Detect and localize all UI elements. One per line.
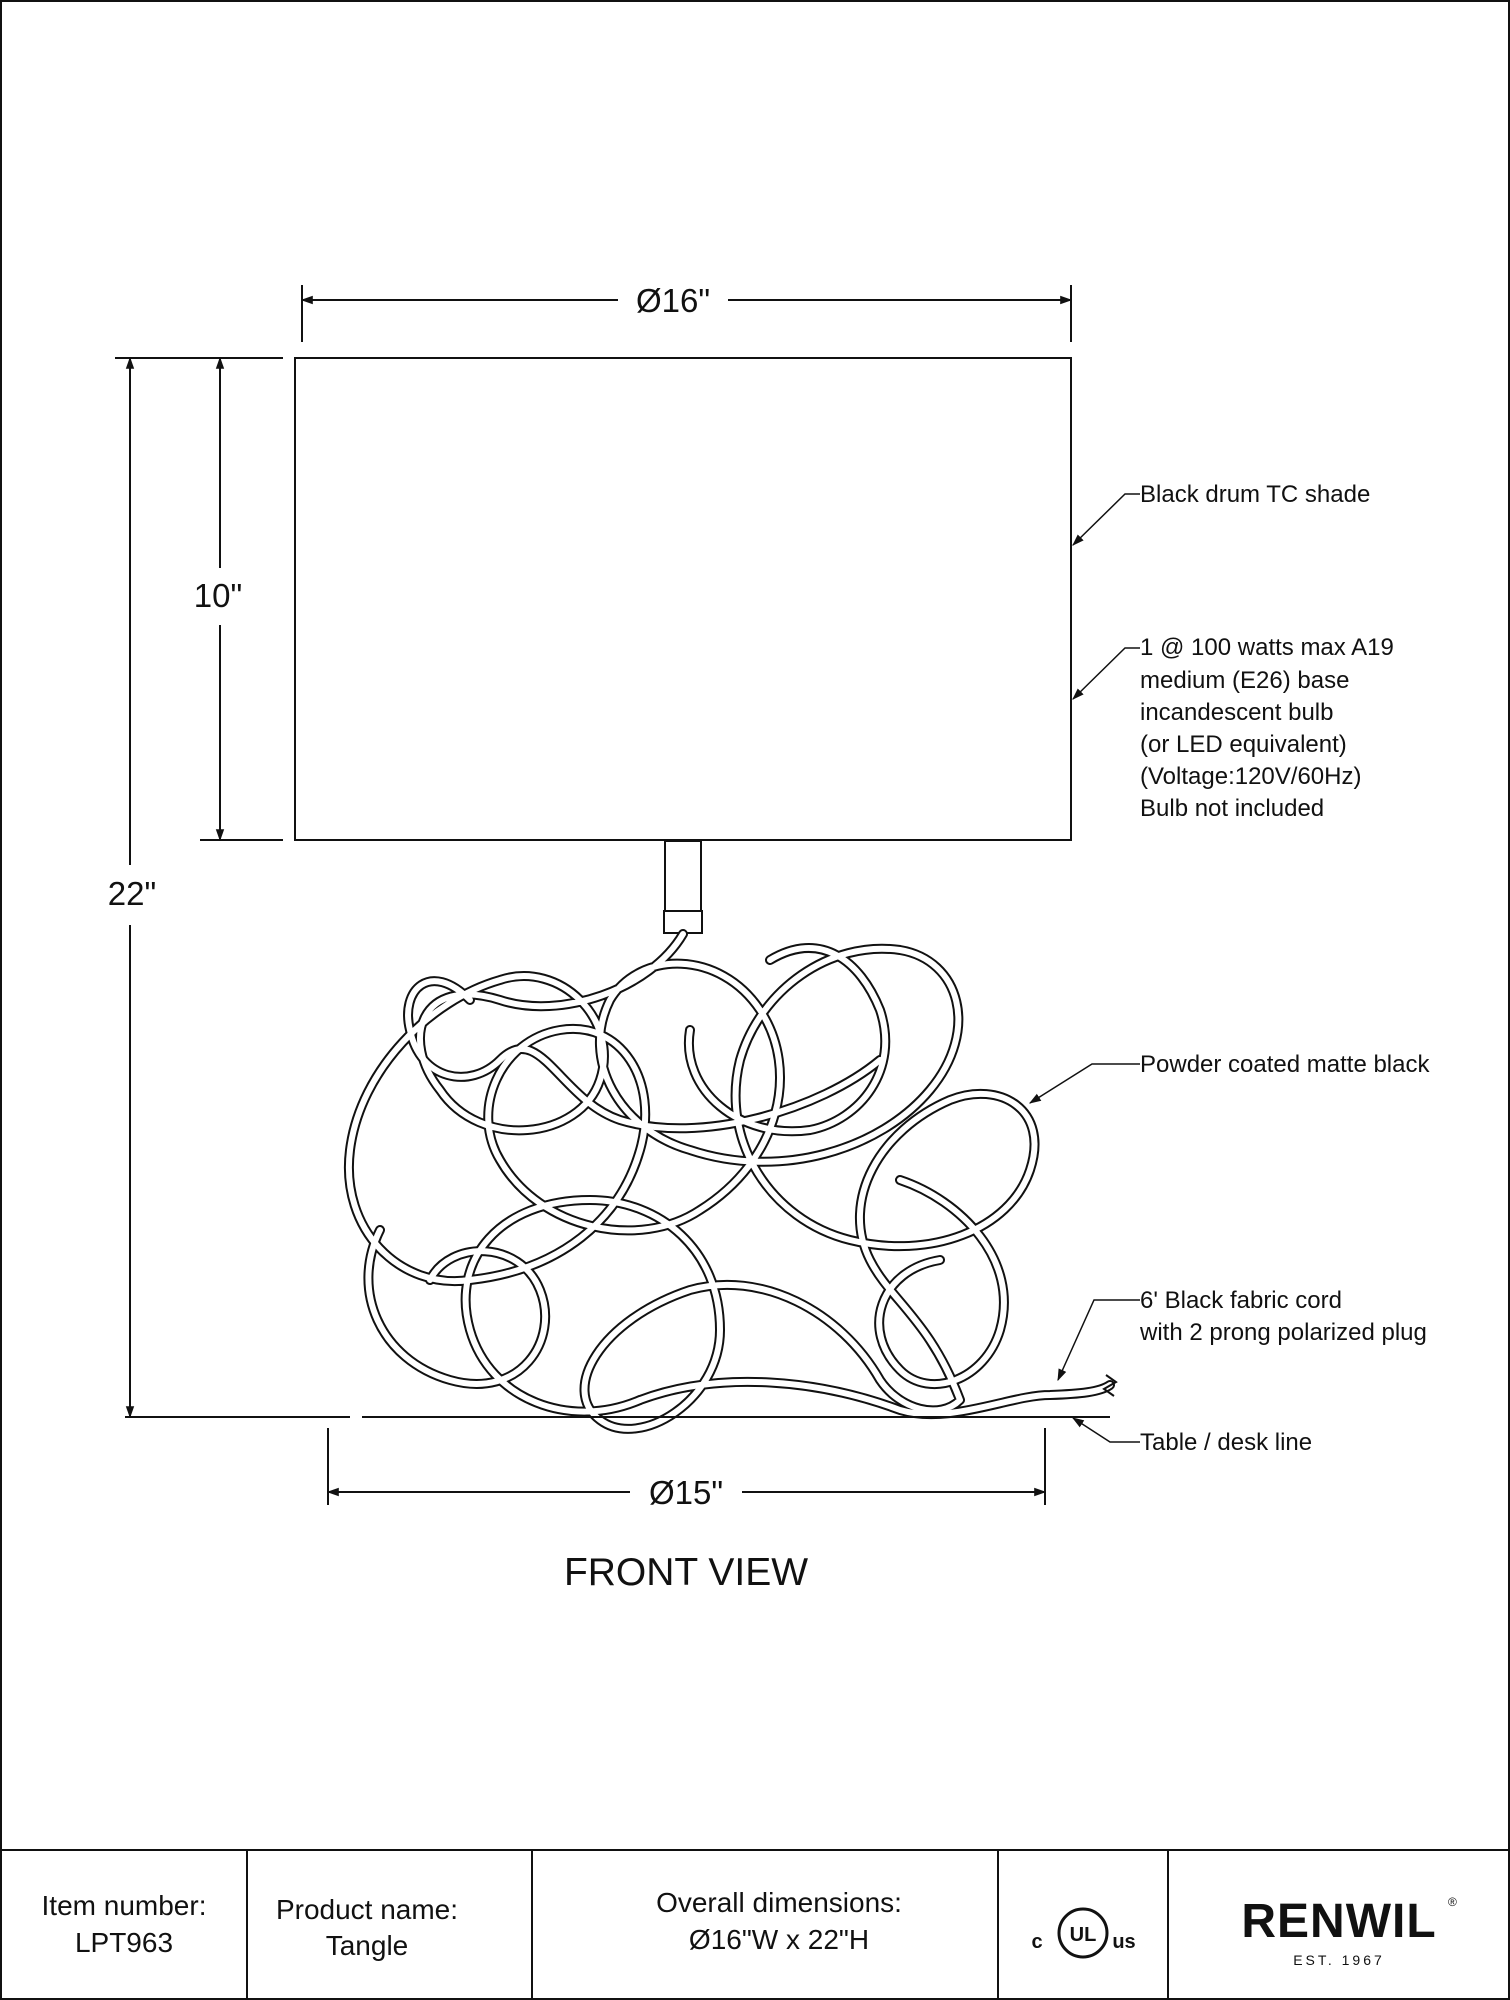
drum-shade bbox=[295, 358, 1071, 840]
ul-listed-icon bbox=[1031, 1909, 1135, 1957]
note-bulb-line-2: medium (E26) base bbox=[1140, 667, 1350, 694]
note-bulb-line-6: Bulb not included bbox=[1140, 795, 1325, 822]
product-name-value: Tangle bbox=[325, 1930, 409, 1961]
tangle-base bbox=[349, 934, 1116, 1429]
brand-name: RENWIL bbox=[1241, 1895, 1437, 1948]
product-name-label: Product name: bbox=[275, 1894, 459, 1925]
item-number-label: Item number: bbox=[41, 1890, 207, 1921]
lamp-neck bbox=[665, 841, 701, 911]
dim-shade-height: 10" bbox=[193, 577, 243, 614]
item-number-value: LPT963 bbox=[74, 1927, 174, 1958]
note-finish: Powder coated matte black bbox=[1140, 1051, 1430, 1078]
renwil-logo bbox=[1241, 1895, 1457, 1968]
brand-registered-mark: ® bbox=[1448, 1895, 1457, 1909]
ul-left: c bbox=[1031, 1931, 1043, 1953]
lamp-drawing bbox=[125, 358, 1116, 1429]
dimension-lines bbox=[115, 285, 1071, 1505]
note-bulb-line-4: (or LED equivalent) bbox=[1140, 731, 1347, 758]
note-shade: Black drum TC shade bbox=[1140, 481, 1371, 508]
overall-dimensions-label: Overall dimensions: bbox=[656, 1887, 902, 1918]
brand-established: EST. 1967 bbox=[1293, 1952, 1385, 1968]
ul-right: us bbox=[1112, 1931, 1136, 1953]
note-cord-line-1: 6' Black fabric cord bbox=[1140, 1287, 1342, 1314]
view-label: FRONT VIEW bbox=[563, 1551, 809, 1594]
dim-base-diameter: Ø15" bbox=[648, 1474, 724, 1511]
callout-leaders bbox=[1030, 494, 1140, 1442]
note-cord-line-2: with 2 prong polarized plug bbox=[1140, 1319, 1427, 1346]
note-table-line: Table / desk line bbox=[1140, 1429, 1313, 1456]
dim-shade-diameter: Ø16" bbox=[635, 282, 711, 319]
note-bulb-line-3: incandescent bulb bbox=[1140, 699, 1334, 726]
dim-overall-height: 22" bbox=[107, 875, 157, 912]
ul-center: UL bbox=[1069, 1924, 1097, 1946]
note-bulb-line-1: 1 @ 100 watts max A19 bbox=[1140, 634, 1394, 661]
note-bulb-line-5: (Voltage:120V/60Hz) bbox=[1140, 763, 1362, 790]
overall-dimensions-value: Ø16"W x 22"H bbox=[688, 1924, 870, 1955]
